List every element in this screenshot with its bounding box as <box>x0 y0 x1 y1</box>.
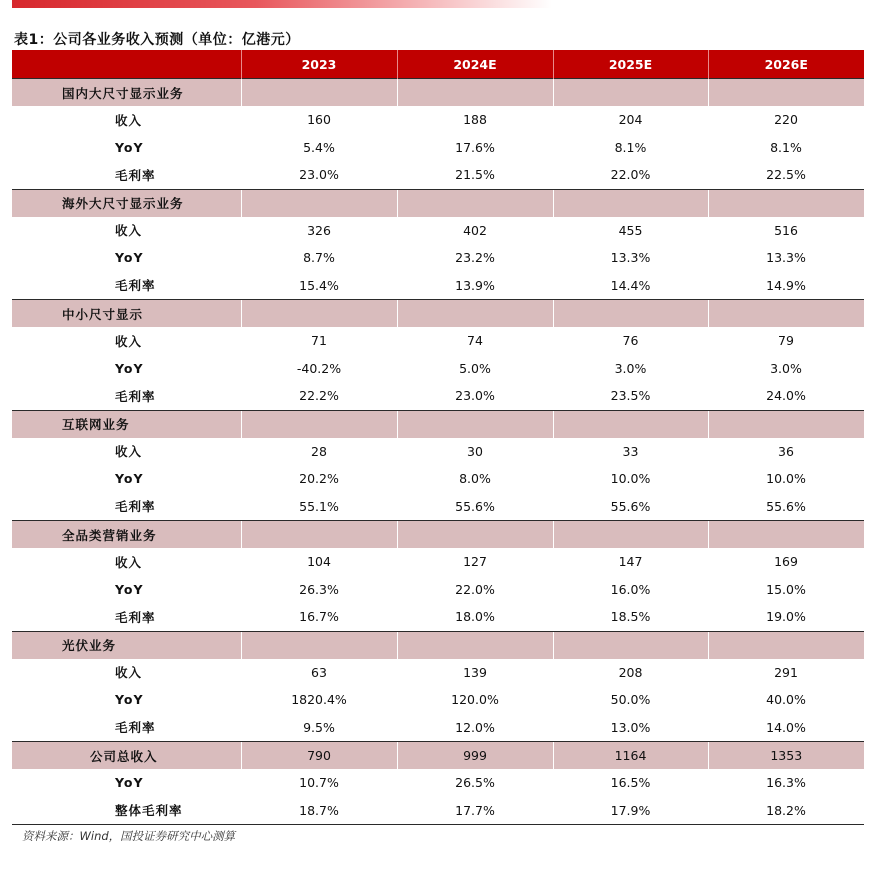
value-cell: 26.3% <box>299 581 339 597</box>
value-cell: 40.0% <box>766 692 806 708</box>
table-row <box>12 161 864 189</box>
section-empty-cell <box>553 79 708 107</box>
section-empty-cell <box>708 631 864 659</box>
table-row <box>12 603 864 631</box>
section-empty-cell <box>553 189 708 217</box>
section-empty-cell <box>241 79 397 107</box>
section-empty-cell <box>397 79 553 107</box>
table-row <box>12 244 864 272</box>
value-cell: 22.5% <box>708 161 864 189</box>
value-cell: 18.7% <box>241 797 397 825</box>
section-title: 互联网业务 <box>12 410 241 438</box>
value-cell: 18.5% <box>553 603 708 631</box>
row-label: 毛利率 <box>12 603 241 631</box>
table-row <box>12 493 864 521</box>
section-empty-cell <box>241 631 397 659</box>
total-value-cell: 1164 <box>553 742 708 770</box>
value-cell: 33 <box>622 443 639 459</box>
table-row <box>12 769 864 797</box>
total-revenue-row <box>12 742 864 770</box>
section-empty-cell <box>708 79 864 107</box>
row-label: 收入 <box>115 223 143 239</box>
value-cell: 8.7% <box>303 250 335 266</box>
value-cell: 10.0% <box>610 471 651 487</box>
value-cell: 204 <box>618 112 643 128</box>
row-label: 收入 <box>115 665 143 681</box>
value-cell: 23.0% <box>241 161 397 189</box>
section-empty-cell <box>553 410 708 438</box>
value-cell: 5.4% <box>303 139 335 155</box>
table-row <box>12 576 864 604</box>
section-title: 国内大尺寸显示业务 <box>12 79 241 107</box>
table-row <box>12 465 864 493</box>
value-cell: 5.0% <box>459 360 491 376</box>
value-cell: 13.0% <box>553 714 708 742</box>
value-cell: 71 <box>311 333 327 349</box>
value-cell: 14.9% <box>708 272 864 300</box>
header-cell-2025e: 2025E <box>553 50 708 79</box>
value-cell: 15.4% <box>241 272 397 300</box>
section-empty-cell <box>397 300 553 328</box>
value-cell: 23.0% <box>397 382 553 410</box>
table-row <box>12 382 864 410</box>
section-empty-cell <box>553 521 708 549</box>
value-cell: 169 <box>774 554 798 570</box>
row-label: 毛利率 <box>12 161 241 189</box>
value-cell: 516 <box>774 222 798 238</box>
source-note: 资料来源：Wind，国投证券研究中心测算 <box>22 829 236 843</box>
section-empty-cell <box>708 410 864 438</box>
table-header-row <box>12 50 864 79</box>
section-empty-cell <box>553 300 708 328</box>
table-body <box>12 79 864 825</box>
section-title: 全品类营销业务 <box>12 521 241 549</box>
table-title: 表1：公司各业务收入预测（单位：亿港元） <box>14 32 300 48</box>
value-cell: 326 <box>307 222 331 238</box>
value-cell: 50.0% <box>610 692 651 708</box>
value-cell: 22.0% <box>455 581 495 597</box>
value-cell: -40.2% <box>296 360 342 376</box>
value-cell: 10.7% <box>299 775 339 791</box>
row-label: 收入 <box>115 112 143 128</box>
value-cell: 18.2% <box>708 797 864 825</box>
value-cell: 139 <box>463 664 487 680</box>
table-row <box>12 355 864 383</box>
value-cell: 23.5% <box>553 382 708 410</box>
value-cell: 13.9% <box>397 272 553 300</box>
section-empty-cell <box>553 631 708 659</box>
value-cell: 30 <box>467 443 483 459</box>
value-cell: 16.0% <box>610 581 651 597</box>
value-cell: 74 <box>467 333 483 349</box>
value-cell: 16.5% <box>610 775 651 791</box>
value-cell: 220 <box>774 112 798 128</box>
section-empty-cell <box>397 631 553 659</box>
section-empty-cell <box>397 189 553 217</box>
row-label: 毛利率 <box>12 272 241 300</box>
section-empty-cell <box>397 410 553 438</box>
value-cell: 55.6% <box>397 493 553 521</box>
table-row <box>12 272 864 300</box>
section-title: 光伏业务 <box>12 631 241 659</box>
value-cell: 17.9% <box>553 797 708 825</box>
row-label: YoY <box>115 581 144 597</box>
value-cell: 17.6% <box>455 139 495 155</box>
header-cell-2023: 2023 <box>241 50 397 79</box>
value-cell: 20.2% <box>299 471 339 487</box>
value-cell: 291 <box>774 664 798 680</box>
value-cell: 8.0% <box>459 471 491 487</box>
value-cell: 36 <box>778 443 794 459</box>
header-cell-2024e: 2024E <box>397 50 553 79</box>
value-cell: 14.0% <box>708 714 864 742</box>
section-header-row <box>12 189 864 217</box>
value-cell: 1820.4% <box>291 692 347 708</box>
value-cell: 55.6% <box>553 493 708 521</box>
section-header-row <box>12 410 864 438</box>
value-cell: 13.3% <box>610 250 651 266</box>
section-title: 海外大尺寸显示业务 <box>12 189 241 217</box>
section-title: 中小尺寸显示 <box>12 300 241 328</box>
row-label: 整体毛利率 <box>12 797 241 825</box>
row-label: YoY <box>115 692 144 708</box>
row-label: YoY <box>115 139 144 155</box>
value-cell: 18.0% <box>397 603 553 631</box>
section-header-row <box>12 521 864 549</box>
value-cell: 9.5% <box>241 714 397 742</box>
value-cell: 24.0% <box>708 382 864 410</box>
section-empty-cell <box>241 521 397 549</box>
top-accent-bar <box>12 0 552 8</box>
section-empty-cell <box>708 521 864 549</box>
row-label: 收入 <box>115 333 143 349</box>
value-cell: 23.2% <box>455 250 495 266</box>
total-value-cell: 999 <box>397 742 553 770</box>
table-row <box>12 327 864 355</box>
section-empty-cell <box>708 189 864 217</box>
header-cell <box>12 50 241 79</box>
table-row <box>12 548 864 576</box>
value-cell: 10.0% <box>766 471 806 487</box>
section-empty-cell <box>241 300 397 328</box>
value-cell: 19.0% <box>708 603 864 631</box>
value-cell: 188 <box>463 112 487 128</box>
row-label: YoY <box>115 250 144 266</box>
table-row <box>12 686 864 714</box>
value-cell: 12.0% <box>397 714 553 742</box>
value-cell: 208 <box>618 664 643 680</box>
value-cell: 28 <box>311 443 327 459</box>
section-empty-cell <box>708 300 864 328</box>
value-cell: 104 <box>307 554 331 570</box>
value-cell: 17.7% <box>397 797 553 825</box>
table-row <box>12 797 864 825</box>
value-cell: 76 <box>622 333 639 349</box>
table-row <box>12 134 864 162</box>
value-cell: 22.2% <box>241 382 397 410</box>
value-cell: 13.3% <box>766 250 806 266</box>
row-label: YoY <box>115 775 144 791</box>
value-cell: 26.5% <box>455 775 495 791</box>
value-cell: 16.7% <box>241 603 397 631</box>
revenue-forecast-table <box>12 50 864 825</box>
value-cell: 63 <box>311 664 327 680</box>
table-row <box>12 438 864 466</box>
value-cell: 15.0% <box>766 581 806 597</box>
section-empty-cell <box>241 410 397 438</box>
section-header-row <box>12 631 864 659</box>
section-empty-cell <box>397 521 553 549</box>
value-cell: 14.4% <box>553 272 708 300</box>
total-title: 公司总收入 <box>12 742 241 770</box>
row-label: YoY <box>115 471 144 487</box>
section-empty-cell <box>241 189 397 217</box>
row-label: 收入 <box>115 444 143 460</box>
table-row <box>12 217 864 245</box>
value-cell: 160 <box>307 112 331 128</box>
section-header-row <box>12 300 864 328</box>
value-cell: 455 <box>618 222 643 238</box>
value-cell: 22.0% <box>553 161 708 189</box>
table-row <box>12 106 864 134</box>
header-cell-2026e: 2026E <box>708 50 864 79</box>
row-label: 毛利率 <box>12 493 241 521</box>
value-cell: 8.1% <box>614 139 647 155</box>
value-cell: 3.0% <box>770 360 802 376</box>
value-cell: 55.6% <box>708 493 864 521</box>
table-row <box>12 714 864 742</box>
value-cell: 8.1% <box>770 139 802 155</box>
value-cell: 55.1% <box>241 493 397 521</box>
row-label: 毛利率 <box>12 382 241 410</box>
row-label: 毛利率 <box>12 714 241 742</box>
value-cell: 21.5% <box>397 161 553 189</box>
value-cell: 3.0% <box>614 360 647 376</box>
value-cell: 402 <box>463 222 487 238</box>
value-cell: 147 <box>618 554 643 570</box>
row-label: 收入 <box>115 554 143 570</box>
value-cell: 127 <box>463 554 487 570</box>
total-value-cell: 790 <box>241 742 397 770</box>
section-header-row <box>12 79 864 107</box>
value-cell: 16.3% <box>766 775 806 791</box>
value-cell: 79 <box>778 333 794 349</box>
row-label: YoY <box>115 360 144 376</box>
total-value-cell: 1353 <box>708 742 864 770</box>
table-row <box>12 659 864 687</box>
value-cell: 120.0% <box>451 692 499 708</box>
